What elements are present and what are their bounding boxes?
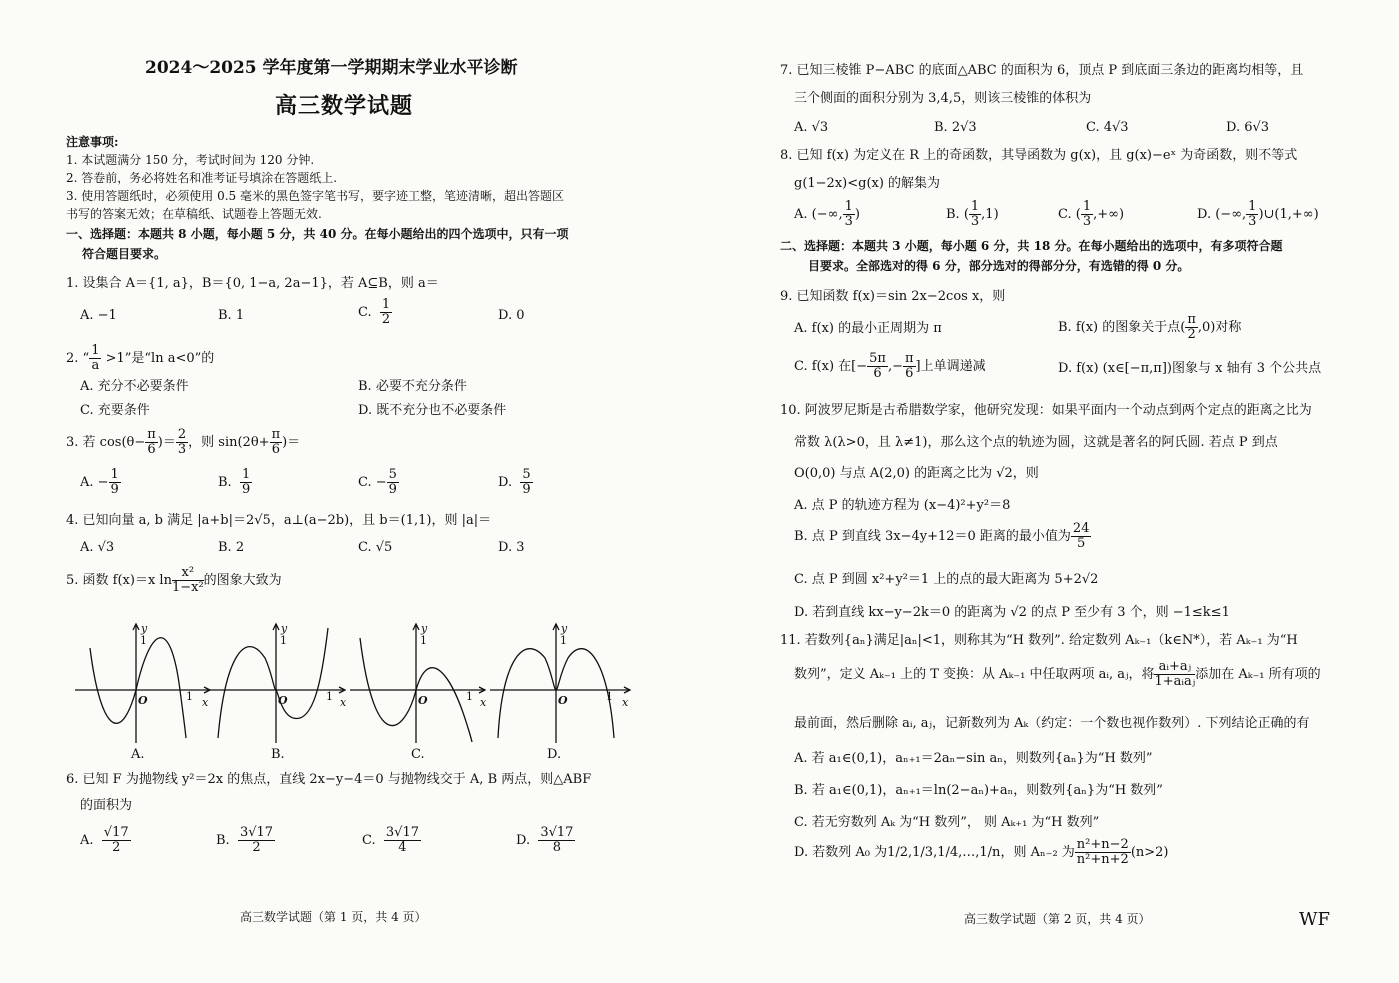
q9-stem: 9. 已知函数 f(x)＝sin 2x−2cos x，则 [780, 289, 1006, 304]
svg-text:O: O [138, 694, 148, 707]
page-2 [700, 0, 1399, 983]
q4-option-d: D. 3 [498, 540, 525, 555]
page-1 [0, 0, 690, 983]
q5-graphs [70, 618, 640, 766]
q7-option-c: C. 4√3 [1086, 120, 1129, 135]
section-2-heading-cont: 目要求。全部选对的得 6 分，部分选对的得部分分，有选错的得 0 分。 [808, 259, 1190, 273]
q11-stem-cont-2: 最前面，然后删除 aᵢ, aⱼ，记新数列为 Aₖ（约定：一个数也视作数列）. 下列结论正确的有 [794, 716, 1310, 731]
q7-stem-cont: 三个侧面的面积分别为 3,4,5，则该三棱锥的体积为 [794, 91, 1092, 106]
seq-term-3: 1/4 [937, 844, 959, 860]
q7-option-d: D. 6√3 [1226, 120, 1270, 135]
q2-stem: 2. “ $\frac{1}{a}$ >1”是“ln a<0”的 [66, 343, 215, 373]
q5-stem: 5. 函数 f(x)＝x ln $\frac{\text{x²}}{\text{1−x²}}$ 的图象大致为 [66, 565, 282, 595]
svg-text:O: O [278, 694, 288, 707]
q1-option-a: A. −1 [80, 308, 117, 323]
q8-option-d: D. (−∞, $\frac{1}{3}$ )∪(1,+∞) [1197, 199, 1319, 229]
q4-stem: 4. 已知向量 a, b 满足 |a+b|＝2√5，a⊥(a−2b)，且 b＝(1,1)，则 |a|＝ [66, 513, 492, 528]
q3-option-a: A. − $\frac{1}{9}$ [80, 467, 119, 497]
q6-option-a: A. $\frac{√17}{2}$ [80, 825, 129, 855]
q11-stem: 11. 若数列{aₙ}满足|aₙ|<1，则称其为“H 数列”. 给定数列 Aₖ₋₁（k∈N*），若 Aₖ₋₁ 为“H [780, 633, 1298, 648]
q11-option-a: A. 若 a₁∈(0,1)，aₙ₊₁＝2aₙ−sin aₙ，则数列{aₙ}为“H 数列” [794, 751, 1153, 766]
q6-stem-cont: 的面积为 [80, 798, 133, 813]
seq-term-1: 1/2 [887, 844, 909, 860]
q3-stem: 3. 若 cos(θ− $\frac{\pi}{6}$ )＝ $\frac{2}{3}$ ，则 sin(2θ+ $\frac{\pi}{6}$ )＝ [66, 427, 301, 457]
q11-option-b: B. 若 a₁∈(0,1)，aₙ₊₁＝ln(2−aₙ)+aₙ，则数列{aₙ}为“H 数列” [794, 783, 1163, 798]
q11-stem-cont-1: 数列”，定义 Aₖ₋₁ 上的 T 变换：从 Aₖ₋₁ 中任取两项 aᵢ, aⱼ，将 $\frac{\text{aᵢ+aⱼ}}{\text{1+aᵢaⱼ}}$ 添加在 Aₖ₋₁ 所有项的 [794, 659, 1321, 689]
graph-label-b: B. [271, 747, 285, 762]
graph-c [350, 624, 485, 743]
graph-label-d: D. [547, 747, 562, 762]
svg-text:y: y [281, 622, 288, 635]
svg-text:O: O [558, 694, 568, 707]
seq-term-2: 1/3 [912, 844, 934, 860]
q10-option-a: A. 点 P 的轨迹方程为 (x−4)²+y²＝8 [794, 498, 1011, 513]
notes-title: 注意事项: [66, 135, 119, 149]
q8-option-c: C. ( $\frac{1}{3}$ ,+∞) [1058, 199, 1125, 229]
q8-option-a: A. (−∞, $\frac{1}{3}$ ) [794, 199, 860, 229]
q3-option-c: C. − $\frac{5}{9}$ [358, 467, 397, 497]
q1-stem: 1. 设集合 A＝{1, a}，B＝{0, 1−a, 2a−1}，若 A⊆B，则 a＝ [66, 276, 439, 291]
seq-term-n: 1/n [979, 844, 1001, 860]
graph-b [210, 624, 345, 743]
q10-stem-cont-2: O(0,0) 与点 A(2,0) 的距离之比为 √2，则 [794, 466, 1039, 481]
graph-label-a: A. [131, 747, 145, 762]
svg-text:1: 1 [466, 690, 473, 703]
q2-option-c: C. 充要条件 [80, 403, 150, 418]
svg-text:1: 1 [280, 634, 287, 647]
q3-option-b: B. $\frac{1}{9}$ [218, 467, 251, 497]
note-1: 1. 本试题满分 150 分，考试时间为 120 分钟. [66, 153, 315, 167]
q9-option-c: C. f(x) 在[− $\frac{5\pi}{6}$ ,− $\frac{\pi}{6}$ ]上单调递减 [794, 351, 986, 381]
q9-option-b: B. f(x) 的图象关于点( $\frac{\pi}{2}$ ,0)对称 [1058, 312, 1242, 342]
q6-option-c: C. $\frac{3√17}{4}$ [362, 825, 419, 855]
q10-stem-cont-1: 常数 λ(λ>0，且 λ≠1)，那么这个点的轨迹为圆，这就是著名的阿氏圆. 若点 P 到点 [794, 435, 1278, 450]
note-4: 书写的答案无效；在草稿纸、试题卷上答题无效. [66, 207, 322, 221]
svg-text:x: x [622, 696, 629, 709]
q10-stem: 10. 阿波罗尼斯是古希腊数学家，他研究发现：如果平面内一个动点到两个定点的距离之比为 [780, 403, 1312, 418]
q2-option-d: D. 既不充分也不必要条件 [358, 403, 507, 418]
page-2-footer: 高三数学试题（第 2 页，共 4 页） [964, 912, 1151, 926]
page-1-footer: 高三数学试题（第 1 页，共 4 页） [240, 910, 427, 924]
q6-option-b: B. $\frac{3√17}{2}$ [216, 825, 274, 855]
svg-text:x: x [202, 696, 209, 709]
graph-label-c: C. [411, 747, 425, 762]
q8-option-b: B. ( $\frac{1}{3}$ ,1) [946, 199, 999, 229]
q2-option-b: B. 必要不充分条件 [358, 379, 467, 394]
svg-text:y: y [561, 622, 568, 635]
q7-option-a: A. √3 [794, 120, 829, 135]
q11-option-d: D. 若数列 A₀ 为 1/2 , 1/3 , 1/4 ,…, 1/n ，则 Aₙ₋₂ 为 $\frac{\text{n²+n−2}}{\text{n²+n+2}}$ (n>2) [794, 837, 1169, 867]
note-2: 2. 答卷前，务必将姓名和准考证号填涂在答题纸上. [66, 171, 338, 185]
svg-text:x: x [480, 696, 487, 709]
svg-text:O: O [418, 694, 428, 707]
q1-option-c: C. $\frac{1}{2}$ [358, 297, 391, 327]
q1-option-d: D. 0 [498, 308, 525, 323]
q2-option-a: A. 充分不必要条件 [80, 379, 189, 394]
svg-text:y: y [141, 622, 148, 635]
q11-option-c: C. 若无穷数列 Aₖ 为“H 数列”， 则 Aₖ₊₁ 为“H 数列” [794, 815, 1100, 830]
svg-text:1: 1 [606, 690, 613, 703]
q9-option-d: D. f(x) (x∈[−π,π])图象与 x 轴有 3 个公共点 [1058, 361, 1322, 376]
svg-text:y: y [421, 622, 428, 635]
q8-stem-cont: g(1−2x)<g(x) 的解集为 [794, 176, 941, 191]
svg-text:1: 1 [186, 690, 193, 703]
q4-option-c: C. √5 [358, 540, 393, 555]
wf-mark: WF [1299, 909, 1330, 930]
svg-text:x: x [340, 696, 347, 709]
page-title: 高三数学试题 [275, 93, 414, 119]
q8-stem: 8. 已知 f(x) 为定义在 R 上的奇函数，其导函数为 g(x)，且 g(x)−eˣ 为奇函数，则不等式 [780, 148, 1298, 163]
q7-option-b: B. 2√3 [934, 120, 977, 135]
q1-option-b: B. 1 [218, 308, 245, 323]
exam-header: 2024～2025 学年度第一学期期末学业水平诊断 [145, 58, 518, 78]
note-3: 3. 使用答题纸时，必须使用 0.5 毫米的黑色签字笔书写，要字迹工整，笔迹清晰，超出答题区 [66, 189, 564, 203]
q7-stem: 7. 已知三棱锥 P−ABC 的底面△ABC 的面积为 6，顶点 P 到底面三条边的距离均相等，且 [780, 63, 1304, 78]
section-2-heading: 二、选择题：本题共 3 小题，每小题 6 分，共 18 分。在每小题给出的选项中，有多项符合题 [780, 239, 1283, 253]
q10-option-d: D. 若到直线 kx−y−2k＝0 的距离为 √2 的点 P 至少有 3 个，则 −1≤k≤1 [794, 605, 1230, 620]
q10-option-c: C. 点 P 到圆 x²+y²＝1 上的点的最大距离为 5+2√2 [794, 572, 1099, 587]
section-1-heading-cont: 符合题目要求。 [82, 247, 167, 261]
svg-text:1: 1 [560, 634, 567, 647]
svg-text:1: 1 [140, 634, 147, 647]
section-1-heading: 一、选择题：本题共 8 小题，每小题 5 分，共 40 分。在每小题给出的四个选项中，只有一项 [66, 227, 569, 241]
svg-text:1: 1 [420, 634, 427, 647]
q9-option-a: A. f(x) 的最小正周期为 π [794, 321, 942, 336]
q6-option-d: D. $\frac{3√17}{8}$ [516, 825, 574, 855]
q10-option-b: B. 点 P 到直线 3x−4y+12＝0 距离的最小值为 $\frac{24}{5}$ [794, 521, 1090, 551]
q6-stem: 6. 已知 F 为抛物线 y²＝2x 的焦点，直线 2x−y−4＝0 与抛物线交于 A, B 两点，则△ABF [66, 772, 592, 787]
q4-option-a: A. √3 [80, 540, 115, 555]
q4-option-b: B. 2 [218, 540, 245, 555]
svg-text:1: 1 [326, 690, 333, 703]
q3-option-d: D. $\frac{5}{9}$ [498, 467, 531, 497]
